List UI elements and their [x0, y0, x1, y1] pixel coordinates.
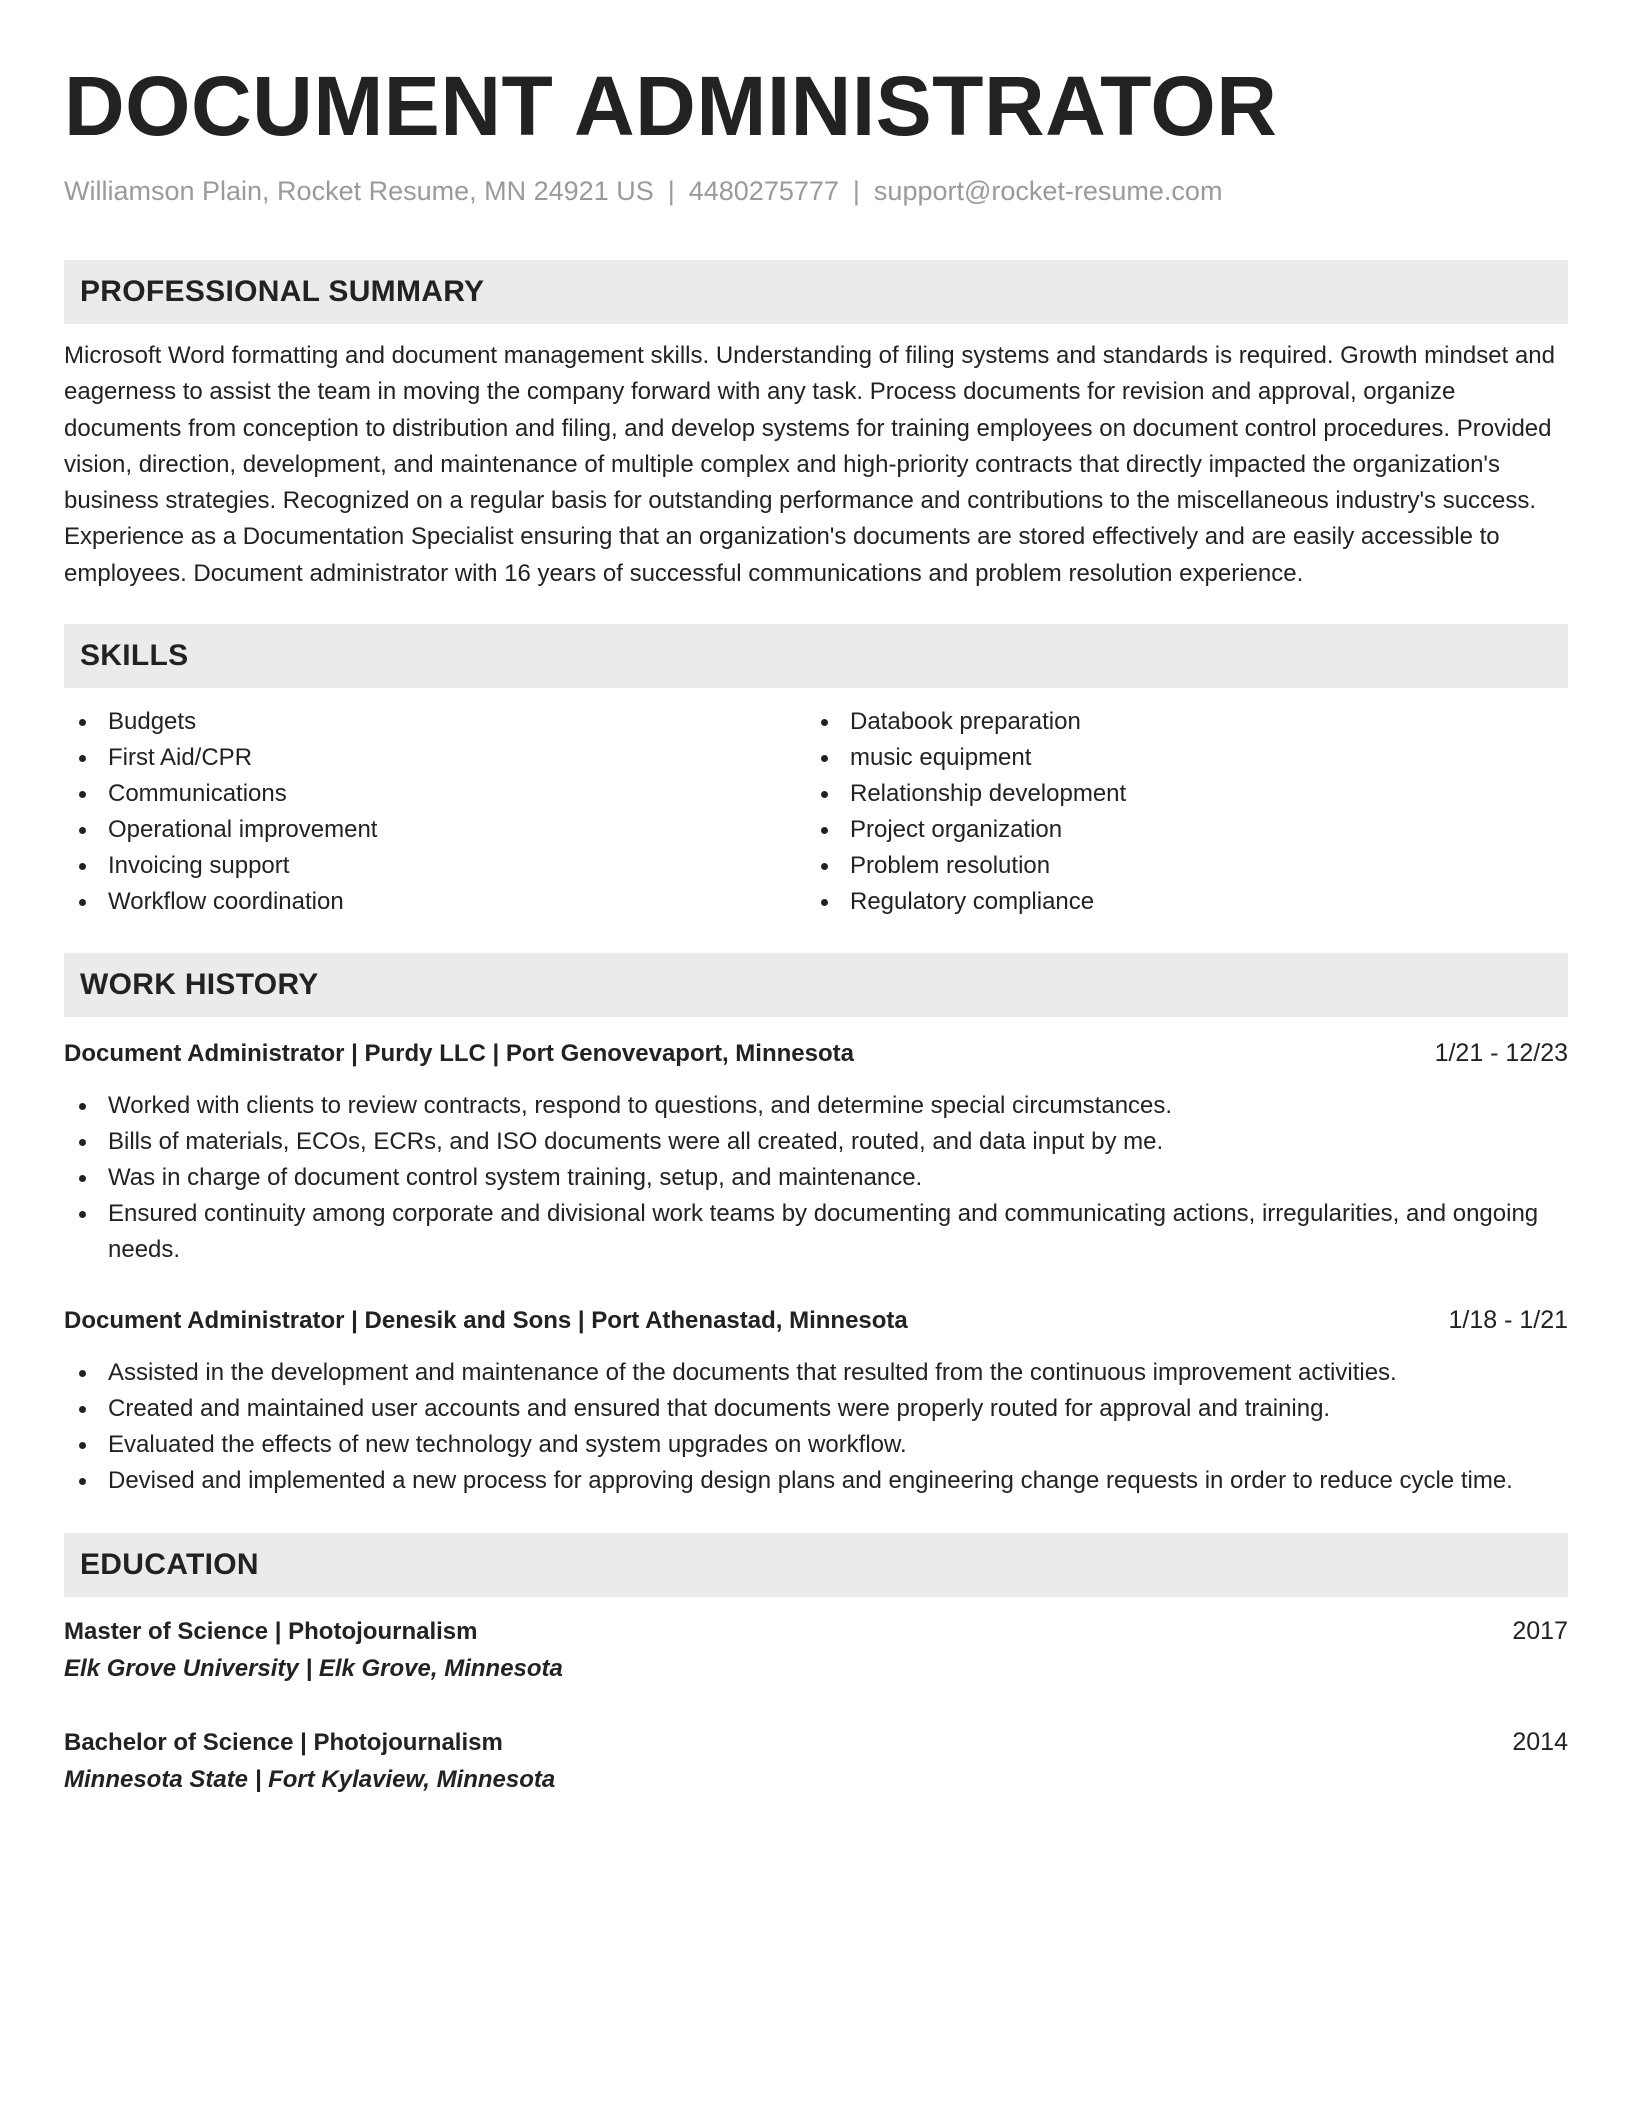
- skill-item: [64, 704, 806, 740]
- skill-label: Invoicing support: [108, 852, 290, 880]
- skill-label: Databook preparation: [850, 708, 1081, 736]
- skill-item: [806, 740, 1548, 776]
- skill-label: music equipment: [850, 744, 1032, 772]
- skill-item: [64, 884, 806, 920]
- education-header: [64, 1724, 1568, 1761]
- job-bullet-text: Devised and implemented a new process for approving design plans and engineering change requests in order to reduce cycle time.: [108, 1467, 1513, 1495]
- contact-phone: 4480275777: [688, 176, 839, 206]
- skill-item: [64, 812, 806, 848]
- skill-label: Operational improvement: [108, 816, 378, 844]
- bullet-icon: [821, 899, 828, 906]
- contact-address: Williamson Plain, Rocket Resume, MN 24921 US: [64, 176, 654, 206]
- skills-column-right: [806, 704, 1548, 920]
- bullet-icon: [79, 1175, 86, 1182]
- bullet-icon: [79, 1211, 86, 1218]
- bullet-icon: [79, 899, 86, 906]
- work-history-heading: WORK HISTORY: [64, 953, 1568, 1017]
- bullet-icon: [821, 863, 828, 870]
- education-entry: [64, 1724, 1568, 1799]
- degree: Bachelor of Science | Photojournalism: [64, 1729, 503, 1757]
- job-title: Document Administrator | Purdy LLC | Port Genovevaport, Minnesota: [64, 1040, 854, 1068]
- skills-heading: SKILLS: [64, 624, 1568, 688]
- job-dates: 1/21 - 12/23: [1434, 1039, 1568, 1068]
- skill-label: Workflow coordination: [108, 888, 344, 916]
- graduation-year: 2017: [1512, 1617, 1568, 1646]
- candidate-name: DOCUMENT ADMINISTRATOR: [64, 59, 1278, 153]
- school: Minnesota State | Fort Kylaview, Minnesota: [64, 1766, 556, 1794]
- job-bullet: [64, 1391, 1568, 1427]
- job-bullets: [64, 1088, 1568, 1268]
- skill-item: [64, 740, 806, 776]
- job-entry: [64, 1302, 1568, 1499]
- skill-label: Project organization: [850, 816, 1063, 844]
- skill-label: Regulatory compliance: [850, 888, 1095, 916]
- resume-page: [64, 58, 1568, 1799]
- job-bullet: [64, 1088, 1568, 1124]
- bullet-icon: [79, 1139, 86, 1146]
- job-bullet-text: Was in charge of document control system training, setup, and maintenance.: [108, 1164, 923, 1192]
- contact-separator: |: [852, 176, 860, 206]
- job-bullet-text: Ensured continuity among corporate and divisional work teams by documenting and communicating actions, irregularities, and ongoing needs.: [108, 1200, 1539, 1264]
- bullet-icon: [79, 1103, 86, 1110]
- job-title: Document Administrator | Denesik and Sons | Port Athenastad, Minnesota: [64, 1307, 908, 1335]
- job-bullet: [64, 1160, 1568, 1196]
- skill-item: [806, 704, 1548, 740]
- bullet-icon: [79, 1442, 86, 1449]
- bullet-icon: [79, 719, 86, 726]
- bullet-icon: [821, 719, 828, 726]
- job-bullet-text: Created and maintained user accounts and ensured that documents were properly routed for approval and training.: [108, 1395, 1331, 1423]
- summary-text: Microsoft Word formatting and document management skills. Understanding of filing systems and standards is required. Growth mindset and eagerness to assist the team in moving the company forward with any task. Process documents for revision and approval, organize documents from conception to distribution and filing, and develop systems for training employees on document control procedures. Provided vision, direction, development, and maintenance of multiple complex and high-priority contracts that directly impacted the organization's business strategies. Recognized on a regular basis for outstanding performance and contributions to the miscellaneous industry's success. Experience as a Documentation Specialist ensuring that an organization's documents are stored effectively and are easily accessible to employees. Document administrator with 16 years of successful communications and problem resolution experience.: [64, 342, 1555, 587]
- job-bullet-text: Worked with clients to review contracts, respond to questions, and determine special circumstances.: [108, 1092, 1173, 1120]
- job-header: [64, 1035, 1568, 1072]
- bullet-icon: [79, 791, 86, 798]
- bullet-icon: [821, 791, 828, 798]
- job-bullet-text: Evaluated the effects of new technology and system upgrades on workflow.: [108, 1431, 907, 1459]
- contact-line: [64, 174, 1568, 208]
- graduation-year: 2014: [1512, 1728, 1568, 1757]
- job-bullet: [64, 1124, 1568, 1160]
- contact-separator: |: [667, 176, 675, 206]
- skill-item: [806, 884, 1548, 920]
- summary-heading: PROFESSIONAL SUMMARY: [64, 260, 1568, 324]
- skill-item: [806, 848, 1548, 884]
- skill-item: [806, 812, 1548, 848]
- job-bullet: [64, 1463, 1568, 1499]
- bullet-icon: [79, 827, 86, 834]
- school: Elk Grove University | Elk Grove, Minnesota: [64, 1655, 563, 1683]
- skill-label: First Aid/CPR: [108, 744, 253, 772]
- skill-item: [64, 848, 806, 884]
- bullet-icon: [821, 755, 828, 762]
- bullet-icon: [79, 863, 86, 870]
- skill-label: Budgets: [108, 708, 197, 736]
- education-heading: EDUCATION: [64, 1533, 1568, 1597]
- contact-email: support@rocket-resume.com: [873, 176, 1223, 206]
- job-header: [64, 1302, 1568, 1339]
- job-dates: 1/18 - 1/21: [1448, 1306, 1568, 1335]
- job-bullet: [64, 1355, 1568, 1391]
- job-bullet-text: Assisted in the development and maintenance of the documents that resulted from the continuous improvement activities.: [108, 1359, 1397, 1387]
- skill-item: [806, 776, 1548, 812]
- education-header: [64, 1613, 1568, 1650]
- job-bullet-text: Bills of materials, ECOs, ECRs, and ISO documents were all created, routed, and data input by me.: [108, 1128, 1164, 1156]
- skill-item: [64, 776, 806, 812]
- skills-list: [64, 704, 1568, 920]
- bullet-icon: [79, 755, 86, 762]
- bullet-icon: [821, 827, 828, 834]
- skills-column-left: [64, 704, 806, 920]
- skill-label: Problem resolution: [850, 852, 1051, 880]
- skill-label: Communications: [108, 780, 287, 808]
- bullet-icon: [79, 1478, 86, 1485]
- bullet-icon: [79, 1370, 86, 1377]
- job-entry: [64, 1035, 1568, 1268]
- job-bullet: [64, 1196, 1568, 1268]
- skill-label: Relationship development: [850, 780, 1127, 808]
- job-bullets: [64, 1355, 1568, 1499]
- job-bullet: [64, 1427, 1568, 1463]
- degree: Master of Science | Photojournalism: [64, 1618, 478, 1646]
- bullet-icon: [79, 1406, 86, 1413]
- education-entry: [64, 1613, 1568, 1688]
